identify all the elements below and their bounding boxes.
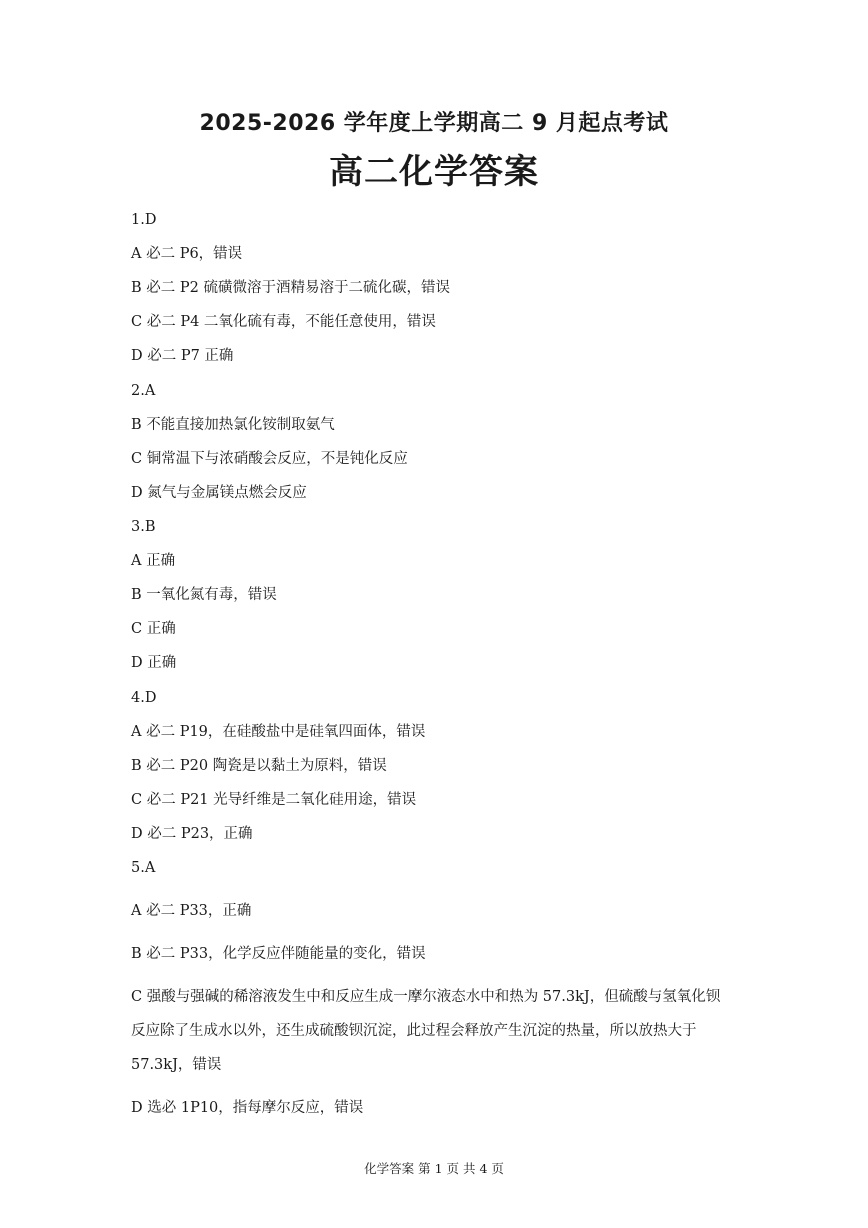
- answer-line: D 正确: [131, 655, 177, 671]
- exam-title: 2025-2026 学年度上学期高二 9 月起点考试: [199, 111, 669, 136]
- answer-line: 57.3kJ，错误: [131, 1057, 222, 1073]
- answer-line: B 一氧化氮有毒，错误: [131, 587, 277, 603]
- document-title: 高二化学答案: [329, 152, 539, 192]
- answer-line: A 必二 P6，错误: [131, 246, 243, 262]
- answer-line: 4.D: [131, 690, 157, 706]
- answer-line: C 铜常温下与浓硝酸会反应，不是钝化反应: [131, 451, 408, 467]
- answer-line: C 必二 P21 光导纤维是二氧化硅用途，错误: [131, 792, 417, 808]
- answer-line: 3.B: [131, 519, 156, 535]
- answer-line: D 选必 1P10，指每摩尔反应，错误: [131, 1100, 364, 1116]
- answer-line: B 必二 P33，化学反应伴随能量的变化，错误: [131, 946, 426, 962]
- answer-line: B 不能直接加热氯化铵制取氨气: [131, 417, 335, 433]
- page-footer: 化学答案 第 1 页 共 4 页: [364, 1161, 504, 1176]
- answer-line: 反应除了生成水以外，还生成硫酸钡沉淀，此过程会释放产生沉淀的热量，所以放热大于: [131, 1023, 697, 1039]
- answer-line: C 正确: [131, 621, 176, 637]
- answer-line: 1.D: [131, 212, 157, 228]
- answer-line: 5.A: [131, 860, 156, 876]
- answer-line: D 必二 P7 正确: [131, 348, 234, 364]
- answer-line: 2.A: [131, 383, 156, 399]
- answer-line: A 必二 P33，正确: [131, 903, 252, 919]
- answer-line: B 必二 P20 陶瓷是以黏土为原料，错误: [131, 758, 387, 774]
- answer-line: A 正确: [131, 553, 176, 569]
- answer-line: B 必二 P2 硫磺微溶于酒精易溶于二硫化碳，错误: [131, 280, 450, 296]
- answer-line: C 强酸与强碱的稀溶液发生中和反应生成一摩尔液态水中和热为 57.3kJ，但硫酸与氢氧化钡: [131, 989, 721, 1005]
- answer-line: A 必二 P19，在硅酸盐中是硅氧四面体，错误: [131, 724, 426, 740]
- answer-line: C 必二 P4 二氧化硫有毒，不能任意使用，错误: [131, 314, 436, 330]
- answer-line: D 氮气与金属镁点燃会反应: [131, 485, 307, 501]
- answer-line: D 必二 P23，正确: [131, 826, 253, 842]
